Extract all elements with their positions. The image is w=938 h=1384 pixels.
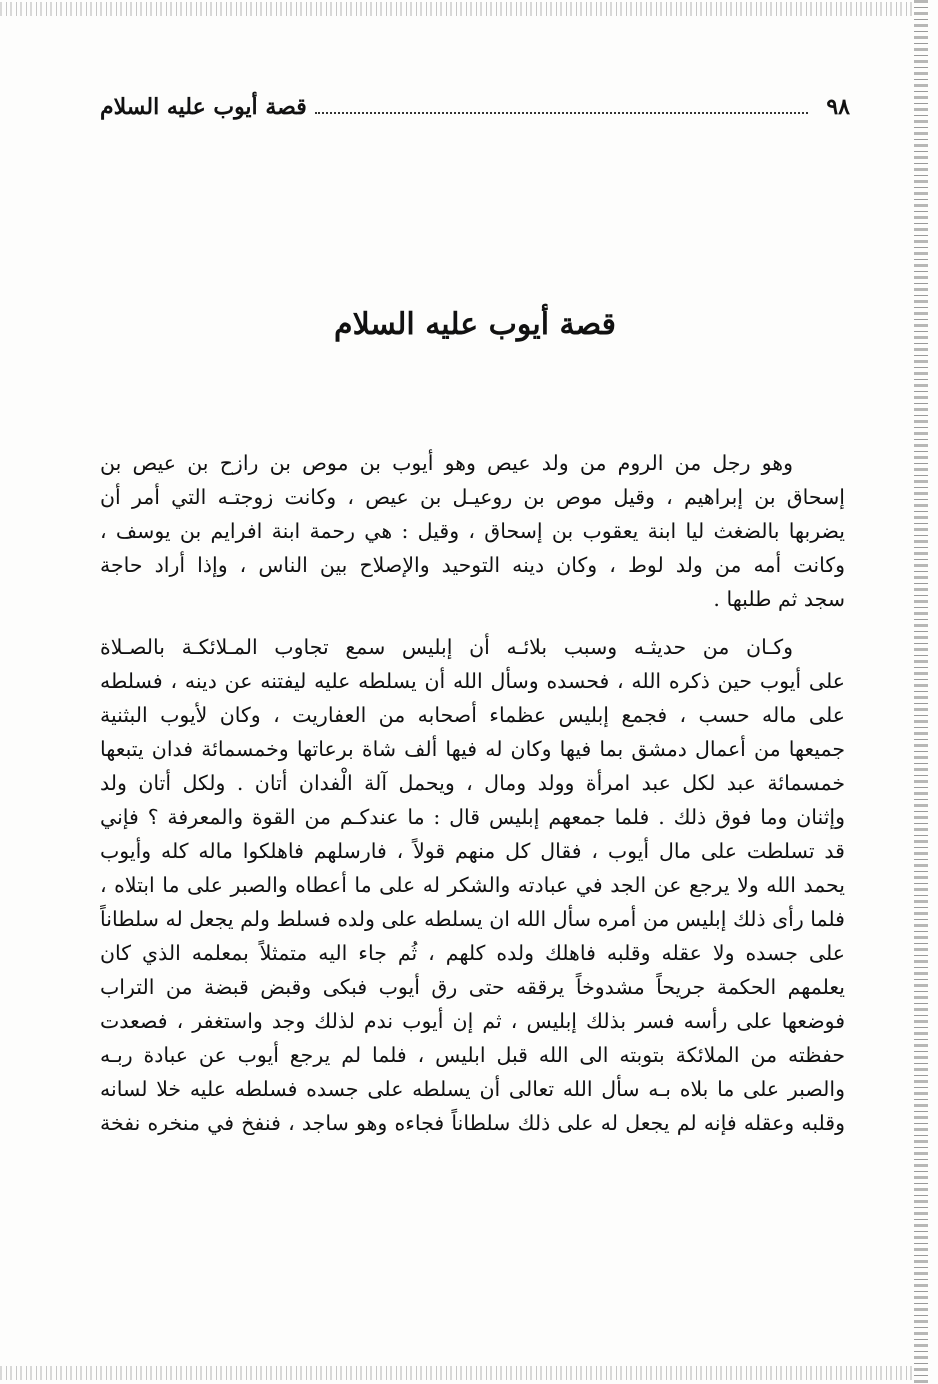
text-line: حفظته من الملائكة بتوبته الى الله قبل ابليس ، فلما لم يرجع أيوب عن عبادة ربـه — [100, 1043, 845, 1067]
text-line: على ماله حسب ، فجمع إبليس عظماء أصحابه من العفاريت ، وكان لأيوب البثنية — [100, 703, 845, 727]
text-line: على جسده ولا عقله وقلبه فاهلك ولده كلهم ، ثُم جاء اليه متمثلاً بمعلمه الذي كان — [100, 941, 845, 965]
paragraph-gap — [100, 616, 845, 630]
text-line: جميعها من أعمال دمشق بما فيها وكان له فيها ألف شاة برعاتها وخمسمائة فدان يتبعها — [100, 737, 845, 761]
text-line: فلما رأى ذلك إبليس من أمره سأل الله ان يسلطه على ولده فسلط ولم يجعل له سلطاناً — [100, 907, 845, 931]
body-text — [100, 446, 845, 1140]
text-line: والصبر على ما بلاه بـه سأل الله تعالى أن يسلطه على جسده فسلطه عليه خلا لسانه — [100, 1077, 845, 1101]
decorative-bottom-border — [0, 1366, 912, 1380]
text-line: فوضعها على رأسه فسر بذلك إبليس ، ثم إن أيوب ندم لذلك وجد واستغفر ، فصعدت — [100, 1009, 845, 1033]
text-line: خمسمائة عبد لكل عبد امرأة وولد ومال ، ويحمل آلة الْفدان أتان . ولكل أتان ولد — [100, 771, 845, 795]
text-line: على أيوب حين ذكره الله ، فحسده وسأل الله أن يسلطه عليه ليفتنه عن دينه ، فسلطه — [100, 669, 845, 693]
paragraph — [100, 446, 845, 616]
text-line: وإثنان وما فوق ذلك . فلما جمعهم إبليس قال : ما عندكـم من القوة والمعرفة ؟ فإني — [100, 805, 845, 829]
text-line: سجد ثم طلبها . — [713, 587, 845, 611]
paragraph — [100, 630, 845, 1140]
text-line: وكـان من حديثـه وسبب بلائـه أن إبليس سمع تجاوب المـلائكـة بالصـلاة — [100, 635, 793, 659]
text-line: يحمد الله ولا يرجع عن الجد في عبادته والشكر له على ما أعطاه والصبر على ما ابتلاه ، — [100, 873, 845, 897]
page-number: ٩٨ — [826, 94, 850, 120]
text-line: قد تسلطت على مال أيوب ، فقال كل منهم قولاً ، فارسلهم فاهلكوا ماله كله وأيوب — [100, 839, 845, 863]
text-line: يضربها بالضغث ليا ابنة يعقوب بن إسحاق ، وقيل : هي رحمة ابنة افرايم بن يوسف ، — [100, 519, 845, 543]
running-header — [100, 88, 850, 122]
header-dotted-leader — [315, 111, 809, 114]
text-line: يعلمهم الحكمة جريحاً مشدوخاً يرققه حتى رق أيوب فبكى وقبض قبضة من التراب — [100, 975, 845, 999]
text-line: وهو رجل من الروم من ولد عيص وهو أيوب بن موص بن رازح بن عيص بن — [100, 451, 793, 475]
text-line: وكانت أمه من ولد لوط ، وكان دينه التوحيد والإصلاح بين الناس ، وإذا أراد حاجة — [100, 553, 845, 577]
decorative-right-border — [914, 0, 928, 1384]
text-line: إسحاق بن إبراهيم ، وقيل موص بن روعيـل بن عيص ، وكانت زوجتـه التي أمر أن — [100, 485, 845, 509]
chapter-title: قصة أيوب عليه السلام — [334, 307, 616, 342]
decorative-top-border — [0, 2, 912, 16]
running-header-title: قصة أيوب عليه السلام — [100, 94, 307, 120]
text-line: وقلبه وعقله فإنه لم يجعل له على ذلك سلطاناً فجاءه وهو ساجد ، فنفخ في منخره نفخة — [100, 1111, 845, 1135]
